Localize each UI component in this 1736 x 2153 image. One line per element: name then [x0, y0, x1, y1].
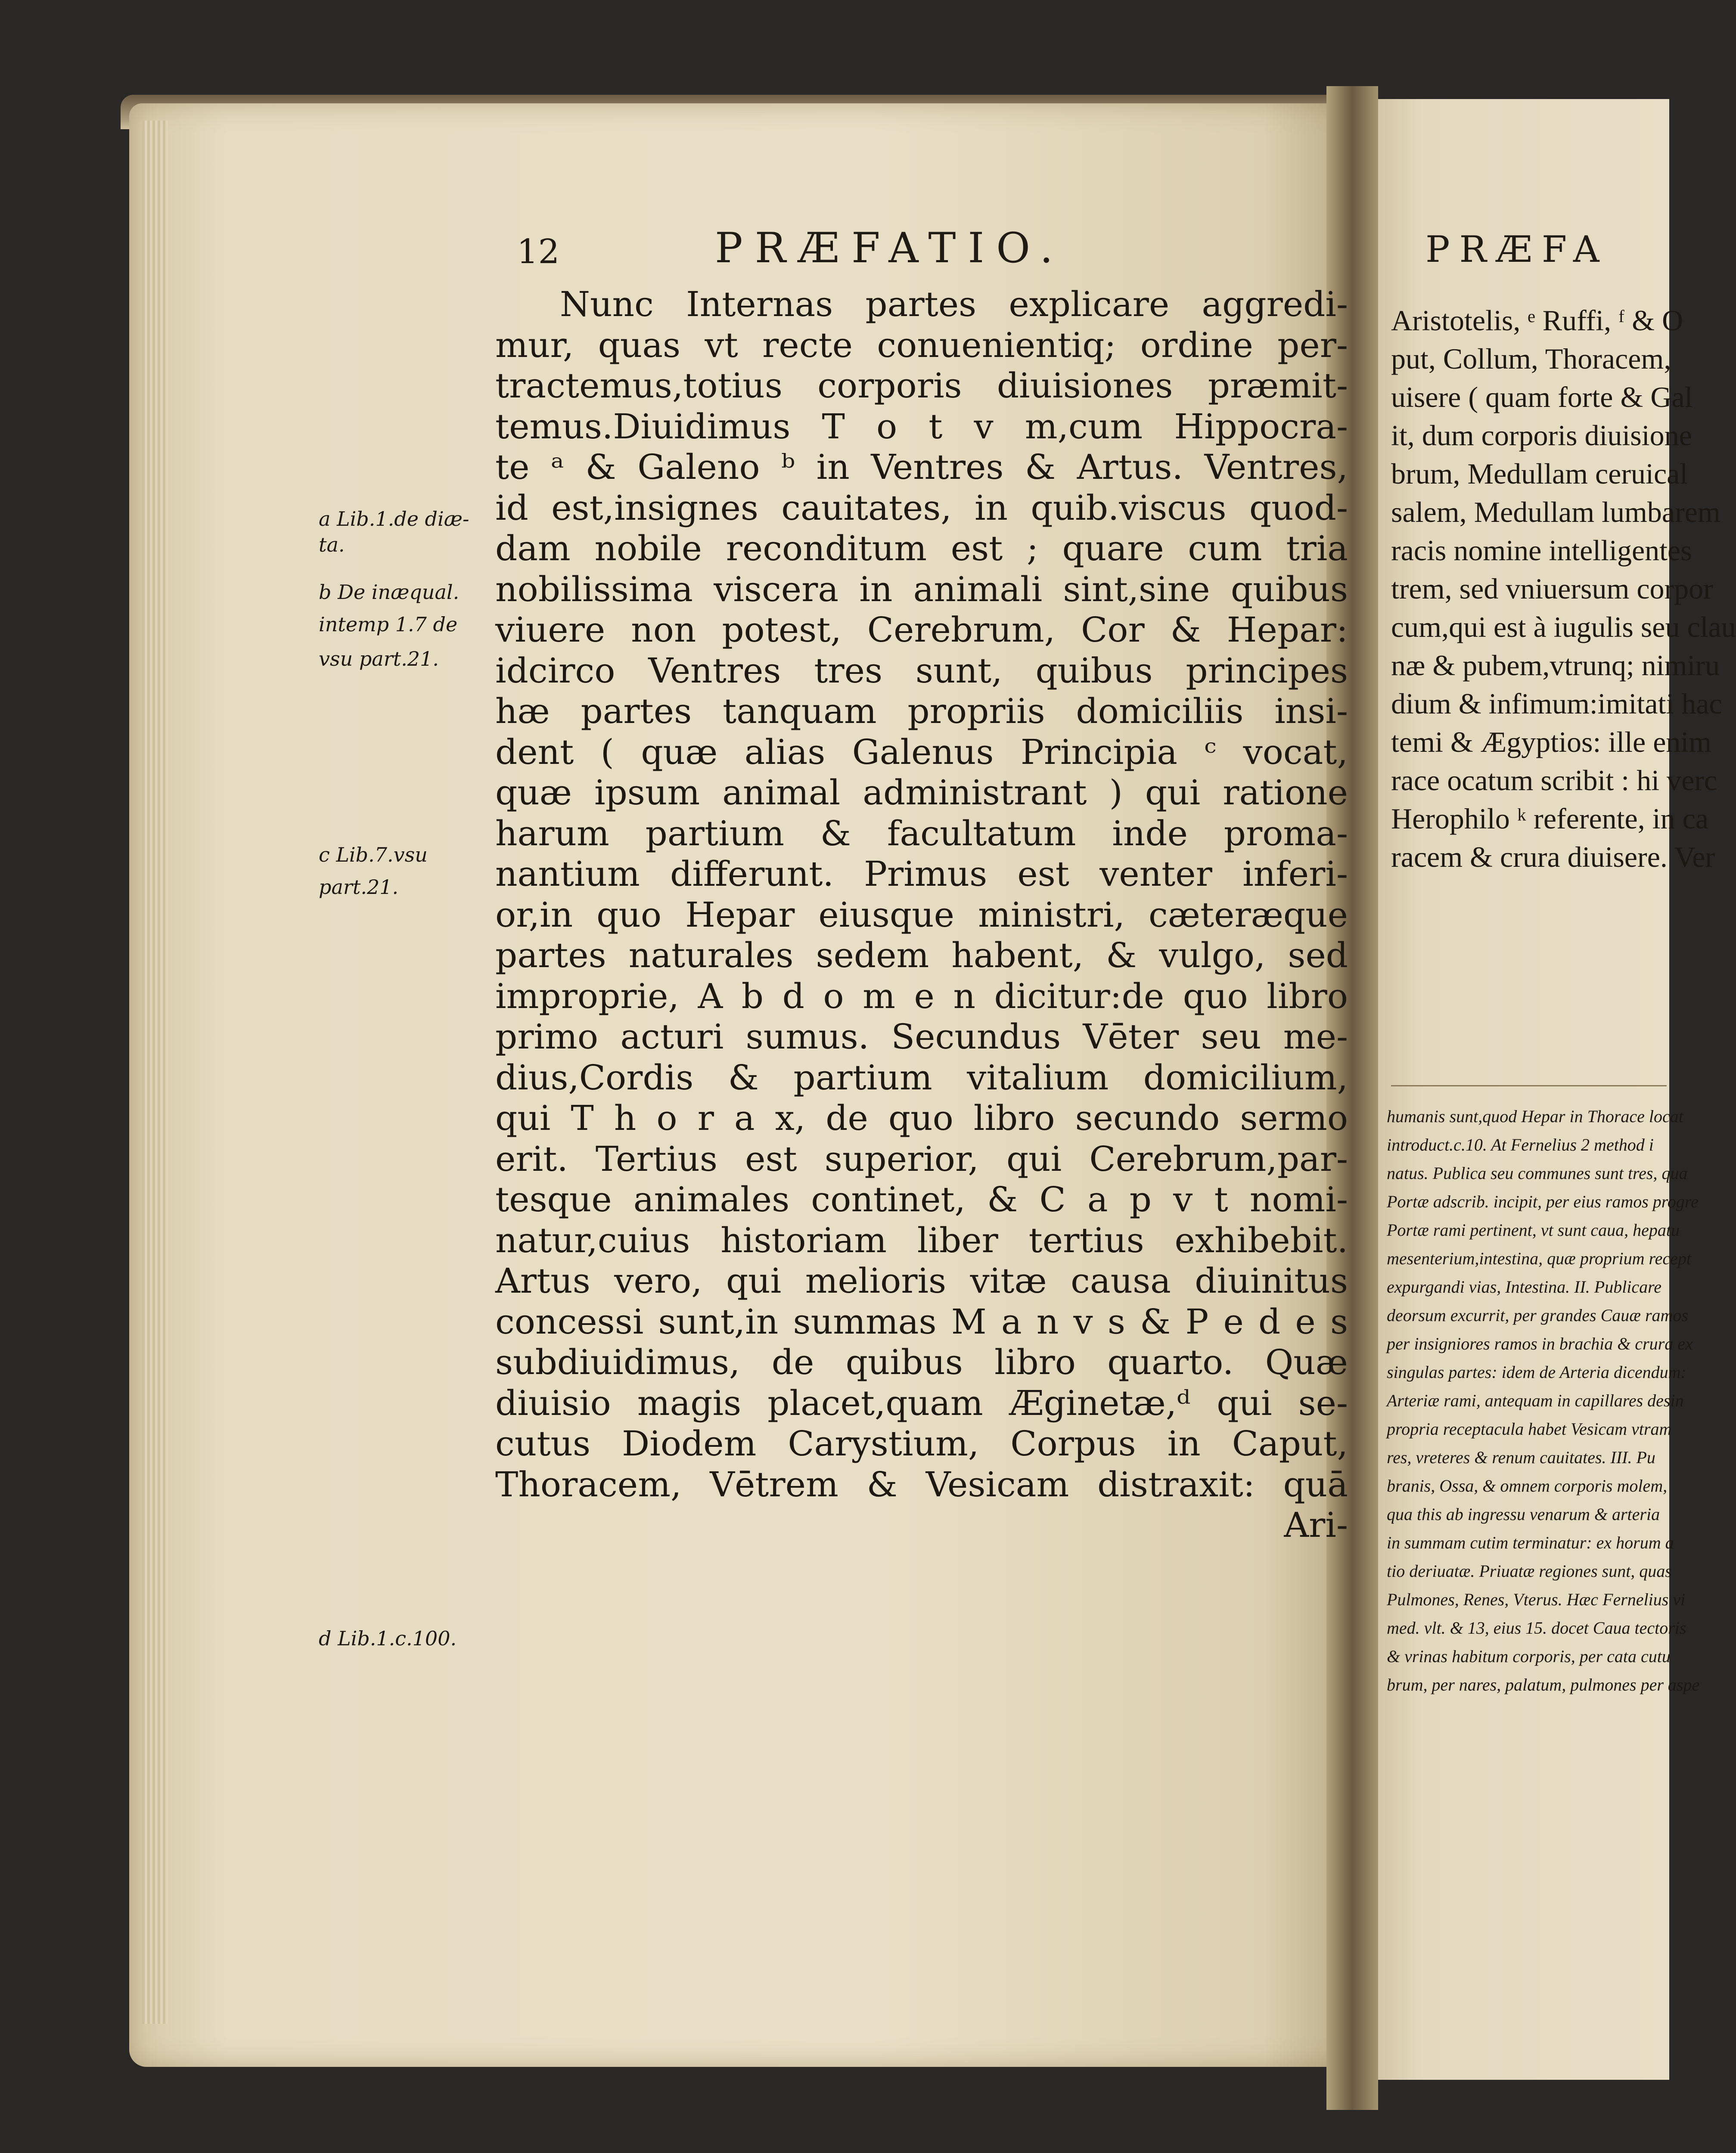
- margin-note-b: b De inæqual.: [319, 580, 460, 604]
- footnote-line: introduct.c.10. At Fernelius 2 method i: [1387, 1135, 1654, 1154]
- text-line: Aristotelis, ᵉ Ruffi, ᶠ & O: [1391, 304, 1683, 337]
- text-line: dent ( quæ alias Galenus Principia ᶜ vocat,: [495, 732, 1348, 772]
- footnote-line: natus. Publica seu communes sunt tres, qua: [1387, 1163, 1688, 1183]
- text-line: put, Collum, Thoracem,: [1391, 342, 1671, 375]
- main-text-column: [495, 284, 1348, 1546]
- footnote-line: humanis sunt,quod Hepar in Thorace locat: [1387, 1107, 1683, 1126]
- text-line: erit. Tertius est superior, qui Cerebrum,par-: [495, 1139, 1348, 1179]
- footnote-line: tio deriuatæ. Priuatæ regiones sunt, quas: [1387, 1561, 1672, 1581]
- footnote-line: expurgandi vias, Intestina. II. Publicare: [1387, 1277, 1662, 1297]
- margin-note-b-cont2: vsu part.21.: [319, 647, 439, 670]
- text-line: cum,qui est à iugulis seu clau: [1391, 611, 1736, 643]
- footnote-line: in summam cutim terminatur: ex horum a: [1387, 1533, 1674, 1552]
- text-line: qui T h o r a x, de quo libro secundo sermo: [495, 1098, 1348, 1138]
- text-line: hæ partes tanquam propriis domiciliis insi-: [495, 691, 1348, 731]
- text-line: cutus Diodem Carystium, Corpus in Caput,: [495, 1424, 1348, 1464]
- footnote-line: per insigniores ramos in brachia & crura ex: [1387, 1334, 1693, 1353]
- text-line: idcirco Ventres tres sunt, quibus principes: [495, 650, 1348, 691]
- text-line: quæ ipsum animal administrant ) qui ratione: [495, 772, 1348, 813]
- footnote-line: Arteriæ rami, antequam in capillares desin: [1387, 1391, 1684, 1410]
- text-line: tractemus,totius corporis diuisiones præmit-: [495, 366, 1348, 406]
- footnote-line: propria receptacula habet Vesicam vtram: [1387, 1419, 1672, 1439]
- text-line: temus.Diuidimus T o t v m,cum Hippocra-: [495, 406, 1348, 447]
- text-line: Artus vero, qui melioris vitæ causa diuinitus: [495, 1261, 1348, 1301]
- text-line: mur, quas vt recte conuenientiq; ordine per-: [495, 325, 1348, 365]
- text-line: Herophilo ᵏ referente, in ca: [1391, 802, 1708, 835]
- text-line: Nunc Internas partes explicare aggredi-: [560, 284, 1348, 324]
- footnote-line: & vrinas habitum corporis, per cata cutu: [1387, 1647, 1671, 1666]
- text-line: primo acturi sumus. Secundus Vēter seu me-: [495, 1017, 1348, 1057]
- text-line: natur,cuius historiam liber tertius exhibebit.: [495, 1220, 1348, 1260]
- text-line: nantium differunt. Primus est venter inferi-: [495, 854, 1348, 894]
- footnote-divider: [1391, 1085, 1667, 1086]
- footnote-line: mesenterium,intestina, quæ proprium recept: [1387, 1249, 1691, 1268]
- footnote-line: singulas partes: idem de Arteria dicendum:: [1387, 1362, 1686, 1382]
- text-line: tesque animales continet, & C a p v t nomi-: [495, 1179, 1348, 1219]
- text-line: it, dum corporis diuisione: [1391, 419, 1692, 452]
- text-line: næ & pubem,vtrunq; nimiru: [1391, 649, 1720, 682]
- text-line: racis nomine intelligentes: [1391, 534, 1692, 567]
- footnote-line: branis, Ossa, & omnem corporis molem,: [1387, 1476, 1668, 1495]
- margin-note-c-cont: part.21.: [319, 875, 399, 899]
- text-line: brum, Medullam ceruical: [1391, 457, 1688, 490]
- text-line: improprie, A b d o m e n dicitur:de quo libro: [495, 976, 1348, 1016]
- margin-note-b-cont: intemp 1.7 de: [319, 613, 458, 636]
- text-line: dius,Cordis & partium vitalium domicilium,: [495, 1057, 1348, 1098]
- text-line: dam nobile reconditum est ; quare cum tria: [495, 528, 1348, 568]
- text-line: racem & crura diuisere. Ver: [1391, 841, 1715, 873]
- footnote-line: qua this ab ingressu venarum & arteria: [1387, 1505, 1660, 1524]
- text-line: diuisio magis placet,quam Æginetæ,ᵈ qui se-: [495, 1383, 1348, 1423]
- text-line: concessi sunt,in summas M a n v s & P e d e s: [495, 1301, 1348, 1342]
- text-line: id est,insignes cauitates, in quib.viscus quod-: [495, 487, 1348, 528]
- text-line: Thoracem, Vētrem & Vesicam distraxit: quā: [495, 1464, 1348, 1505]
- page-edges: [142, 121, 168, 2024]
- right-running-head: PRÆFA: [1425, 228, 1609, 270]
- footnote-line: brum, per nares, palatum, pulmones per aspe: [1387, 1675, 1700, 1694]
- text-line: race ocatum scribit : hi verc: [1391, 764, 1717, 797]
- text-line: dium & infimum:imitati hac: [1391, 687, 1722, 720]
- text-line: trem, sed vniuersum corpor: [1391, 572, 1713, 605]
- text-line: uisere ( quam forte & Gal: [1391, 381, 1693, 413]
- text-line: subdiuidimus, de quibus libro quarto. Quæ: [495, 1342, 1348, 1382]
- running-head: PRÆFATIO.: [715, 224, 1065, 272]
- text-line: te ᵃ & Galeno ᵇ in Ventres & Artus. Ventres,: [495, 447, 1348, 487]
- footnote-line: Pulmones, Renes, Vterus. Hæc Fernelius vi: [1387, 1590, 1686, 1609]
- page-number: 12: [517, 233, 560, 271]
- margin-note-a: a Lib.1.de diæ-: [319, 507, 469, 530]
- text-line: salem, Medullam lumbarem: [1391, 496, 1720, 528]
- footnote-line: res, vreteres & renum cauitates. III. Pu: [1387, 1448, 1655, 1467]
- margin-note-d: d Lib.1.c.100.: [319, 1627, 457, 1650]
- text-line: partes naturales sedem habent, & vulgo, sed: [495, 935, 1348, 975]
- margin-note-c: c Lib.7.vsu: [319, 843, 428, 866]
- footnote-line: Portæ adscrib. incipit, per eius ramos progre: [1387, 1192, 1699, 1211]
- text-line: or,in quo Hepar eiusque ministri, cæteræque: [495, 894, 1348, 935]
- margin-note-a-cont: ta.: [319, 533, 345, 556]
- footnote-line: Portæ rami pertinent, vt sunt caua, hepatu: [1387, 1220, 1680, 1240]
- text-line: nobilissima viscera in animali sint,sine quibus: [495, 569, 1348, 609]
- text-line: harum partium & facultatum inde proma-: [495, 813, 1348, 853]
- footnote-line: med. vlt. & 13, eius 15. docet Caua tectoris: [1387, 1618, 1686, 1638]
- right-footnotes: [1387, 1102, 1700, 1699]
- right-text-column: [1391, 301, 1736, 876]
- text-line: temi & Ægyptios: ille enim: [1391, 726, 1712, 758]
- text-line: Ari-: [1284, 1505, 1348, 1545]
- text-line: viuere non potest, Cerebrum, Cor & Hepar:: [495, 610, 1348, 650]
- footnote-line: deorsum excurrit, per grandes Cauæ ramos: [1387, 1306, 1688, 1325]
